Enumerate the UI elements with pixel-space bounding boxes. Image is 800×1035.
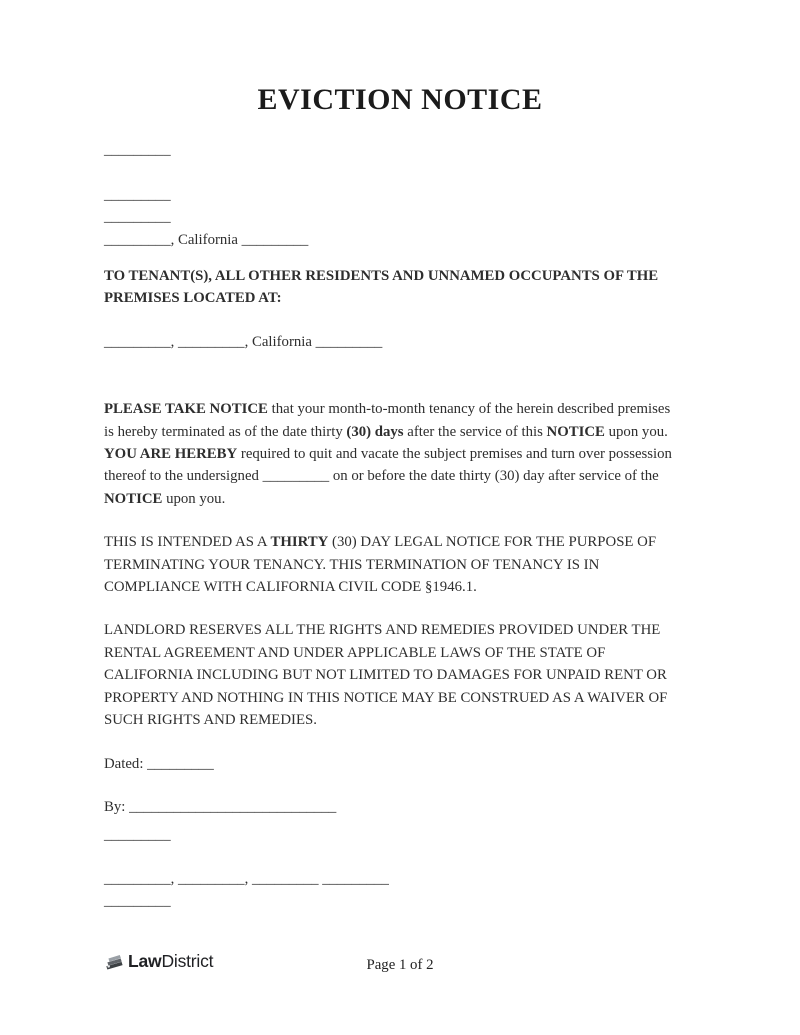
notice-text-4: required to quit and vacate the subject premises and turn over possession thereof to the undersigned _________ on or before the date thirty (30) day after service of the (104, 446, 672, 485)
blank-line-spacer (104, 161, 676, 183)
intent-text-1: THIS IS INTENDED AS A (104, 534, 271, 551)
landlord-city-state-zip-line: _________, California _________ (104, 231, 309, 248)
notice-bold-you-are-hereby: YOU ARE HEREBY (104, 446, 238, 463)
signer-name-blank: _________ (104, 827, 171, 844)
document-body (104, 139, 676, 913)
notice-bold-30-days: (30) days (346, 423, 404, 440)
notice-bold-notice-2: NOTICE (104, 490, 163, 507)
notice-bold-notice-1: NOTICE (546, 423, 605, 440)
logo-text-law: Law (128, 951, 162, 971)
rights-paragraph: LANDLORD RESERVES ALL THE RIGHTS AND REMEDIES PROVIDED UNDER THE RENTAL AGREEMENT AND UNDER APPLICABLE LAWS OF THE STATE OF CALIFORNIA INCLUDING BUT NOT LIMITED TO DAMAGES FOR UNPAID RENT OR PROPERTY AND NOTHING IN THIS NOTICE MAY BE CONSTRUED AS A WAIVER OF SUCH RIGHTS AND REMEDIES. (104, 622, 668, 729)
by-label: By: (104, 798, 130, 815)
intent-bold-thirty: THIRTY (270, 534, 329, 551)
landlord-street-blank: _________ (104, 186, 171, 203)
signer-city-state-zip-line: _________, _________, _________ _________ (104, 870, 389, 887)
signer-address-block (104, 868, 676, 913)
intent-text-2: (30) DAY LEGAL NOTICE FOR THE PURPOSE OF TERMINATING YOUR TENANCY. THIS TERMINATION OF TENANCY IS IN COMPLIANCE WITH CALIFORNIA CIVIL CODE §1946.1. (104, 534, 657, 596)
tenant-address-line: _________, _________, California _________ (104, 333, 383, 350)
signer-phone-blank: _________ (104, 893, 171, 910)
landlord-name-blank: _________ (104, 142, 171, 158)
document-title: EVICTION NOTICE (257, 83, 543, 116)
notice-text-3: upon you. (604, 423, 668, 440)
notice-paragraph (104, 398, 676, 510)
landlord-address-block (104, 139, 676, 251)
notice-text-5: upon you. (162, 490, 226, 507)
dated-line: Dated: _________ (104, 755, 214, 772)
notice-bold-please-take-notice: PLEASE TAKE NOTICE (104, 401, 268, 418)
by-signature-blank: ____________________________ (129, 798, 337, 815)
page-footer (0, 948, 800, 984)
notice-text-2: after the service of this (403, 423, 547, 440)
by-signature-line (104, 796, 676, 818)
landlord-unit-blank: _________ (104, 209, 171, 226)
page-number: Page 1 of 2 (366, 957, 434, 973)
tenant-heading: TO TENANT(S), ALL OTHER RESIDENTS AND UNNAMED OCCUPANTS OF THE PREMISES LOCATED AT: (104, 268, 659, 307)
intent-paragraph (104, 531, 676, 598)
logo-text-district: District (161, 951, 214, 971)
notice-text-1: that your month-to-month tenancy of the herein described premises is hereby terminated as of the date thirty (104, 401, 671, 440)
